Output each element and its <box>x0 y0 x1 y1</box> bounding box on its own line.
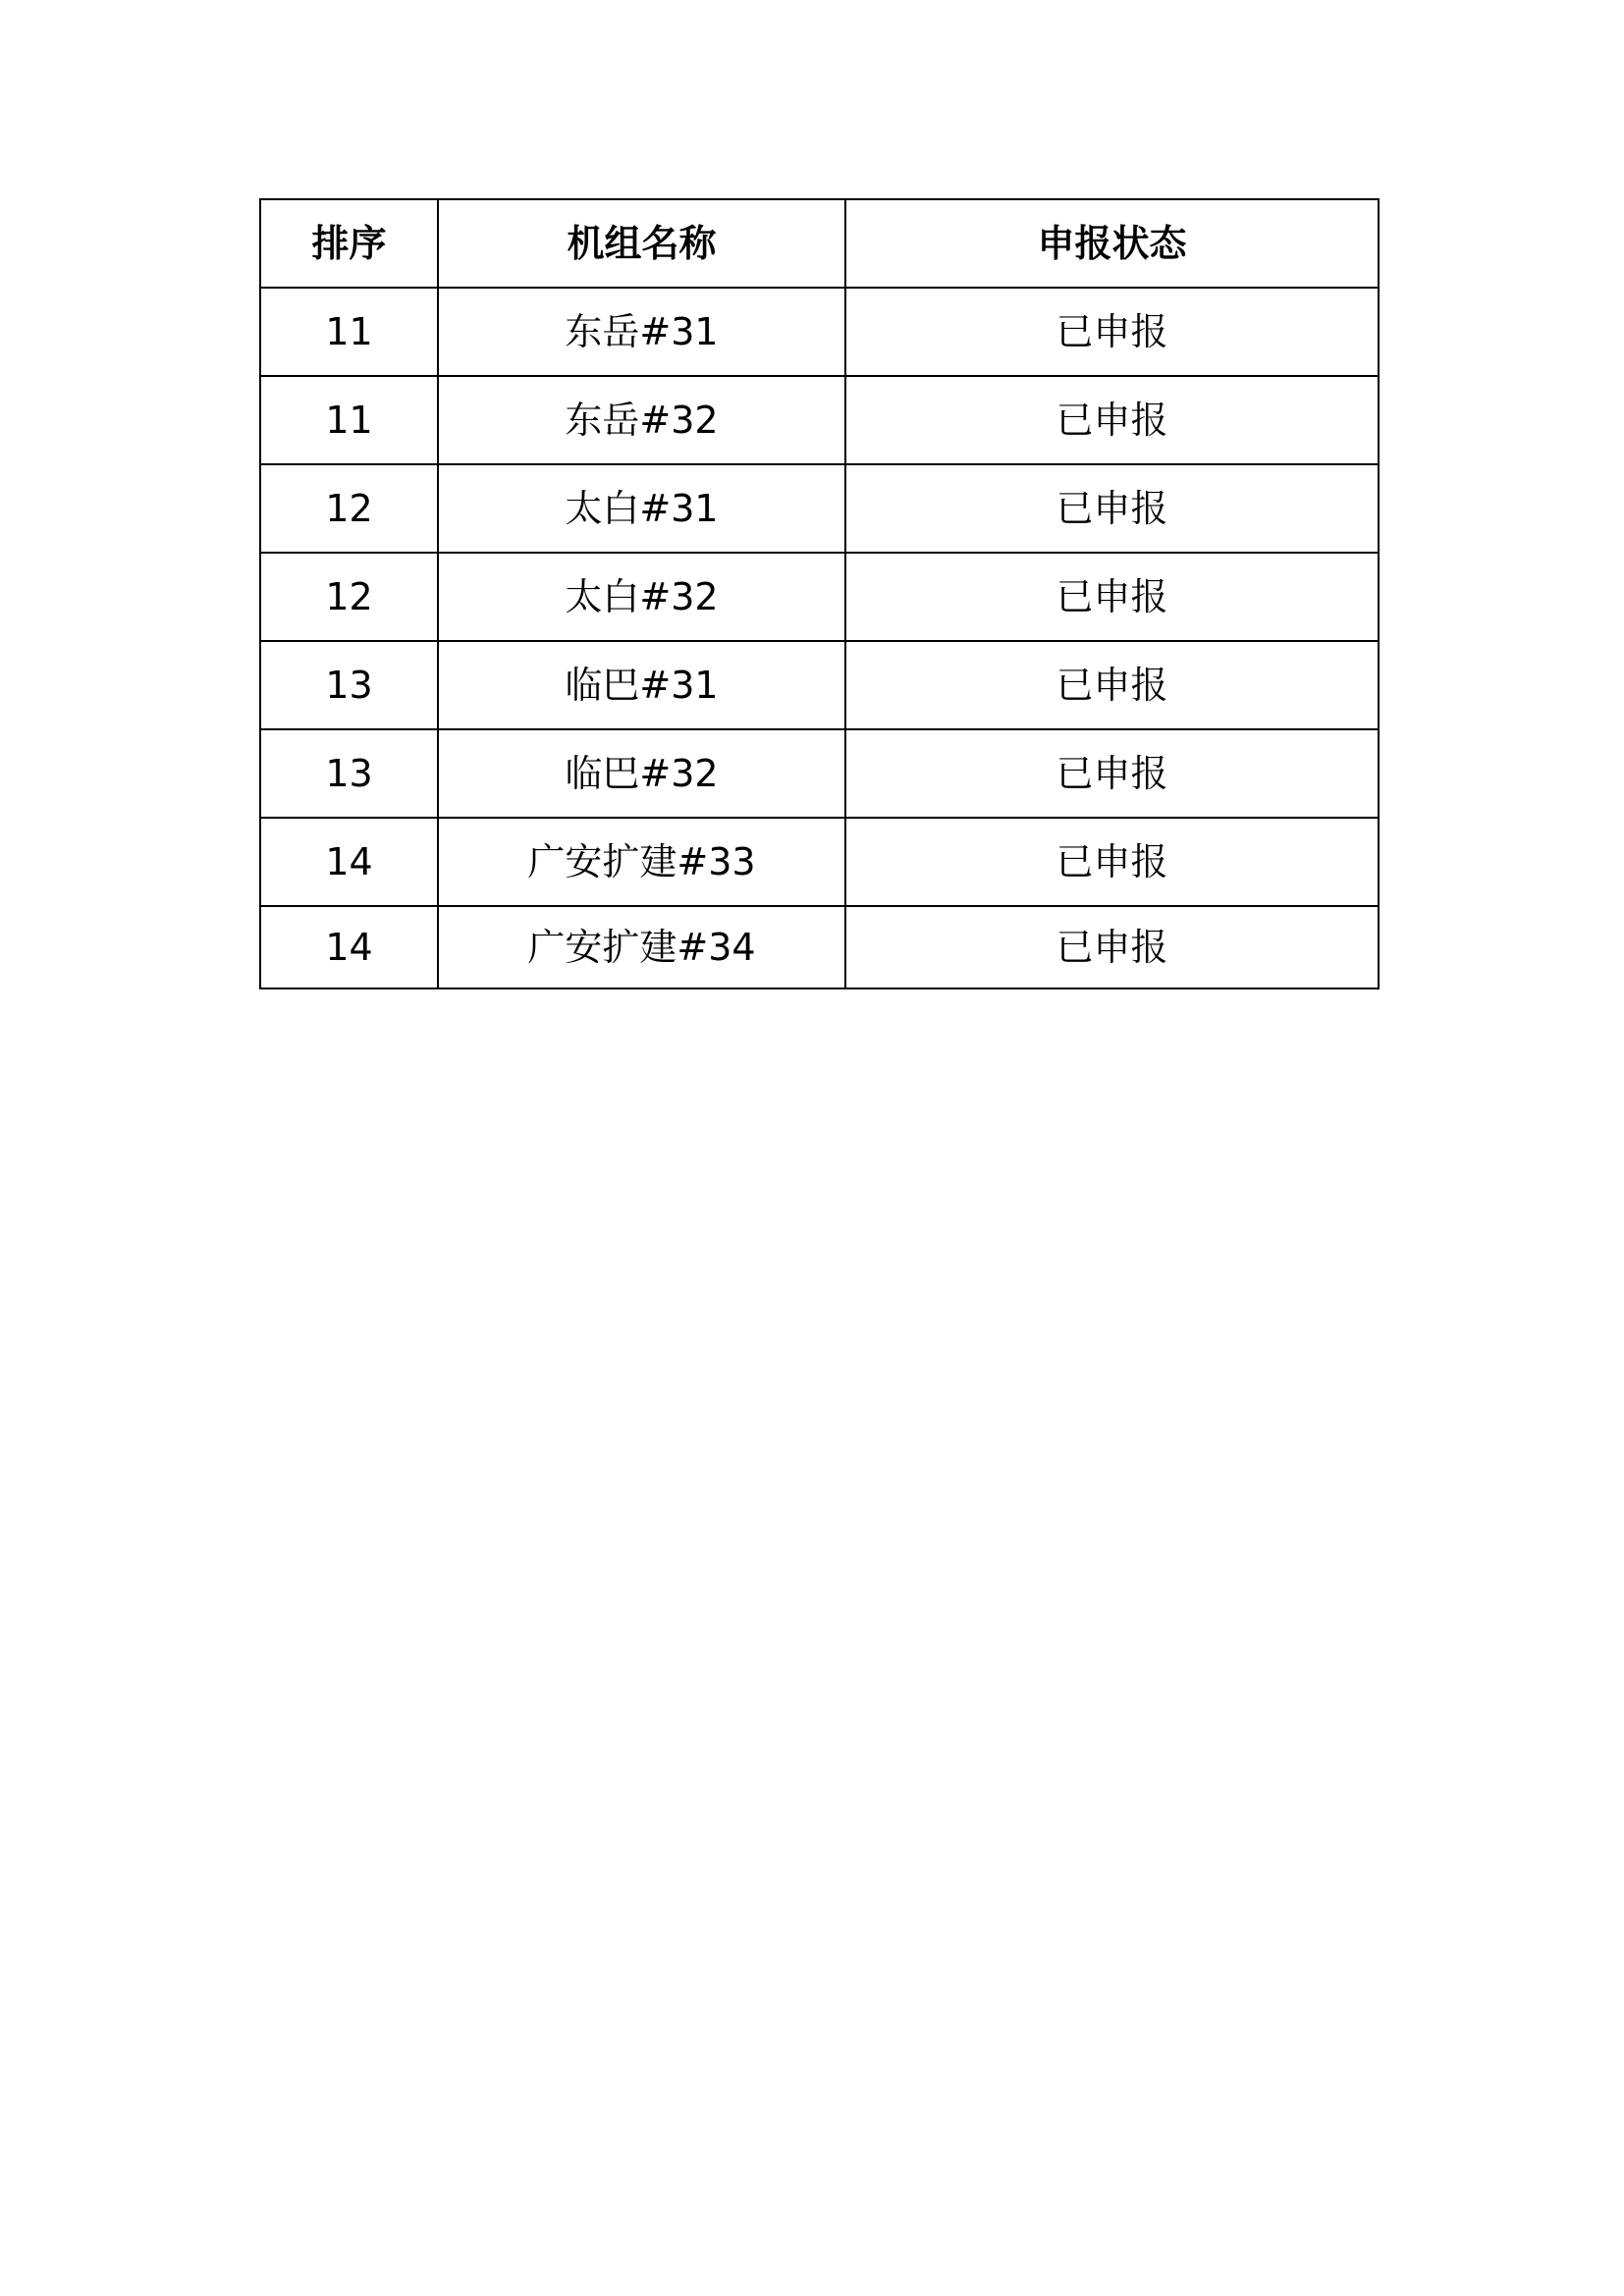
cell-status: 已申报 <box>845 288 1379 376</box>
table-row <box>260 729 1379 818</box>
cell-status: 已申报 <box>845 641 1379 729</box>
table-row <box>260 818 1379 906</box>
cell-rank: 13 <box>260 729 438 818</box>
table-row <box>260 553 1379 641</box>
table-row <box>260 376 1379 464</box>
cell-unit-name: 太白#31 <box>438 464 845 553</box>
table-row <box>260 464 1379 553</box>
cell-unit-name: 东岳#31 <box>438 288 845 376</box>
table-header-row <box>260 199 1379 288</box>
cell-unit-name: 太白#32 <box>438 553 845 641</box>
cell-unit-name: 广安扩建#34 <box>438 906 845 988</box>
header-status: 申报状态 <box>845 199 1379 288</box>
cell-rank: 14 <box>260 818 438 906</box>
cell-unit-name: 临巴#31 <box>438 641 845 729</box>
cell-status: 已申报 <box>845 464 1379 553</box>
declaration-status-table <box>259 198 1380 989</box>
cell-status: 已申报 <box>845 906 1379 988</box>
cell-rank: 12 <box>260 553 438 641</box>
cell-status: 已申报 <box>845 553 1379 641</box>
table-row <box>260 288 1379 376</box>
cell-unit-name: 临巴#32 <box>438 729 845 818</box>
cell-unit-name: 广安扩建#33 <box>438 818 845 906</box>
header-unit-name: 机组名称 <box>438 199 845 288</box>
cell-unit-name: 东岳#32 <box>438 376 845 464</box>
cell-status: 已申报 <box>845 729 1379 818</box>
cell-rank: 14 <box>260 906 438 988</box>
header-rank: 排序 <box>260 199 438 288</box>
table-row <box>260 641 1379 729</box>
cell-rank: 12 <box>260 464 438 553</box>
cell-rank: 11 <box>260 376 438 464</box>
cell-status: 已申报 <box>845 376 1379 464</box>
table-row <box>260 906 1379 988</box>
cell-rank: 13 <box>260 641 438 729</box>
cell-rank: 11 <box>260 288 438 376</box>
cell-status: 已申报 <box>845 818 1379 906</box>
